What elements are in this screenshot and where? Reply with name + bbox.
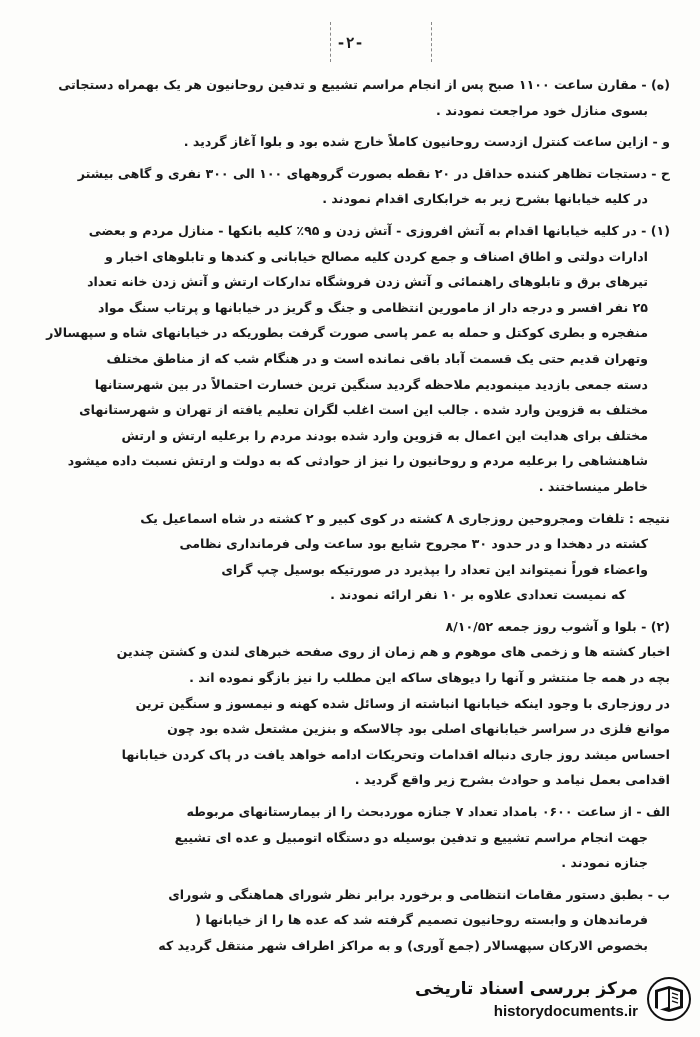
text-line: (ه) - مقارن ساعت ۱۱۰۰ صبح پس از انجام مراسم تشییع و تدفین روحانیون هر یک بهمراه دستجاتی bbox=[58, 77, 670, 92]
text-line: که نمیست تعدادی علاوه بر ۱۰ نفر ارائه نمودند . bbox=[330, 587, 626, 603]
text-line: نتیجه : تلفات ومجروحین روزجاری ۸ کشته در کوی کبیر و ۲ کشته در شاه اسماعیل یک bbox=[140, 510, 670, 526]
text-line: کشته در دهخدا و در حدود ۳۰ مجروح شایع بود ساعت ولی فرمانداری نظامی bbox=[179, 536, 648, 552]
book-logo-icon bbox=[646, 976, 692, 1022]
text-line: الف - از ساعت ۰۶۰۰ بامداد تعداد ۷ جنازه موردبحث را از بیمارستانهای مربوطه bbox=[186, 804, 670, 820]
watermark-url: historydocuments.ir bbox=[493, 1002, 638, 1020]
page-number: -۲- bbox=[336, 34, 364, 52]
text-line: تیرهای برق و تابلوهای راهنمائی و آتش زدن فروشگاه تدارکات ارتش و آتش زدن خانه تعداد bbox=[87, 274, 648, 290]
text-line: مختلف به قزوین وارد شده . جالب این است اغلب لگران تعلیم یافته از تهران و شهرستانهای bbox=[79, 402, 648, 418]
text-line: بسوی منازل خود مراجعت نمودند . bbox=[436, 102, 648, 118]
watermark bbox=[410, 968, 692, 1030]
text-line: منفجره و بطری کوکتل و حمله به عمر پاسی صورت گرفت بطوریکه در خیابانهای شاه و سپهسالار bbox=[46, 325, 648, 341]
text-line: بچه در همه جا منتشر و آنها را دیوهای ساکه این مطلب را نیز بازگو نموده اند . bbox=[189, 670, 670, 686]
text-line: شاهنشاهی را برعلیه مردم و روحانیون را نیز از حوادثی که به دولت و ارتش نسبت داده میشود bbox=[67, 453, 648, 469]
text-line: وتهران قدیم حتی یک قسمت آباد باقی نمانده است و در هنگام شب که از مناطق مختلف bbox=[106, 350, 648, 366]
text-line: ادارات دولتی و اطاق اصناف و جمع کردن کلیه مصالح خیابانی و کندها و تابلوهای اخبار و bbox=[105, 248, 648, 264]
text-line: واعضاء فوراً نمیتواند این تعداد را بپذیرد در صورتیکه بوسیل چپ گرای bbox=[221, 561, 648, 577]
text-line: مختلف برای هدایت این اعمال به قزوین وارد شده بودند مردم را برعلیه ارتش و ارتش bbox=[121, 427, 648, 443]
text-line: ۲۵ نفر افسر و درجه دار از مامورین انتظامی و جنگ و گریز در خیابانها و پرتاب سنگ مواد bbox=[97, 299, 648, 315]
text-line: در روزجاری با وجود اینکه خیابانها انباشته از وسائل شده کهنه و نیمسوز و سنگین ترین bbox=[135, 695, 670, 711]
text-line: و - ازاین ساعت کنترل ازدست روحانیون کاملاً خارج شده بود و بلوا آغاز گردید . bbox=[183, 134, 670, 150]
text-line: فرماندهان و وابسته روحانیون تصمیم گرفته شد که عده ها را از خیابانها ( bbox=[195, 912, 648, 928]
text-line: خاطر مینساختند . bbox=[538, 478, 648, 494]
text-line: ح - دستجات تظاهر کننده حداقل در ۲۰ نقطه بصورت گروههای ۱۰۰ الی ۳۰۰ نفری و گاهی بیشتر bbox=[77, 165, 670, 181]
text-line: (۱) - در کلیه خیابانها اقدام به آتش افروزی - آتش زدن و ۹۵٪ کلیه بانکها - منازل مردم و بعضی bbox=[88, 222, 670, 238]
watermark-text bbox=[415, 979, 638, 1020]
text-line: (۲) - بلوا و آشوب روز جمعه ۸/۱۰/۵۲ bbox=[445, 618, 670, 634]
text-line: در کلیه خیابانها بشرح زیر به خرابکاری اقدام نمودند . bbox=[322, 191, 648, 207]
text-line: دسته جمعی بازدید مینمودیم ملاحظه گردید سنگین ترین خسارت احتمالاً در بین شهرستانها bbox=[94, 376, 648, 392]
text-line: موانع فلزی در سراسر خیابانهای اصلی بود چالاسکه و بنزین مشتعل شده بود چون bbox=[167, 721, 670, 737]
text-line: بخصوص الارکان سپهسالار (جمع آوری) و به مراکز اطراف شهر منتقل گردید که bbox=[158, 938, 648, 953]
document-body bbox=[30, 72, 670, 959]
watermark-title: مرکز بررسی اسناد تاریخی bbox=[415, 978, 638, 999]
text-line: جهت انجام مراسم تشییع و تدفین بوسیله دو دستگاه اتومبیل و عده ای تشییع bbox=[174, 829, 648, 845]
text-line: جنازه نمودند . bbox=[561, 855, 648, 871]
text-line: ب - بطبق دستور مقامات انتظامی و برخورد برابر نظر شورای هماهنگی و شورای bbox=[168, 886, 670, 902]
text-line: احساس میشد روز جاری دنباله اقدامات وتحریکات ادامه خواهد یافت در پاک کردن خیابانها bbox=[121, 746, 670, 762]
text-line: اخبار کشته ها و زخمی های موهوم و هم زمان از روی صفحه خبرهای لندن و کشتن چندین bbox=[116, 644, 670, 660]
text-line: اقدامی بعمل نیامد و حوادث بشرح زیر واقع گردید . bbox=[354, 772, 670, 788]
